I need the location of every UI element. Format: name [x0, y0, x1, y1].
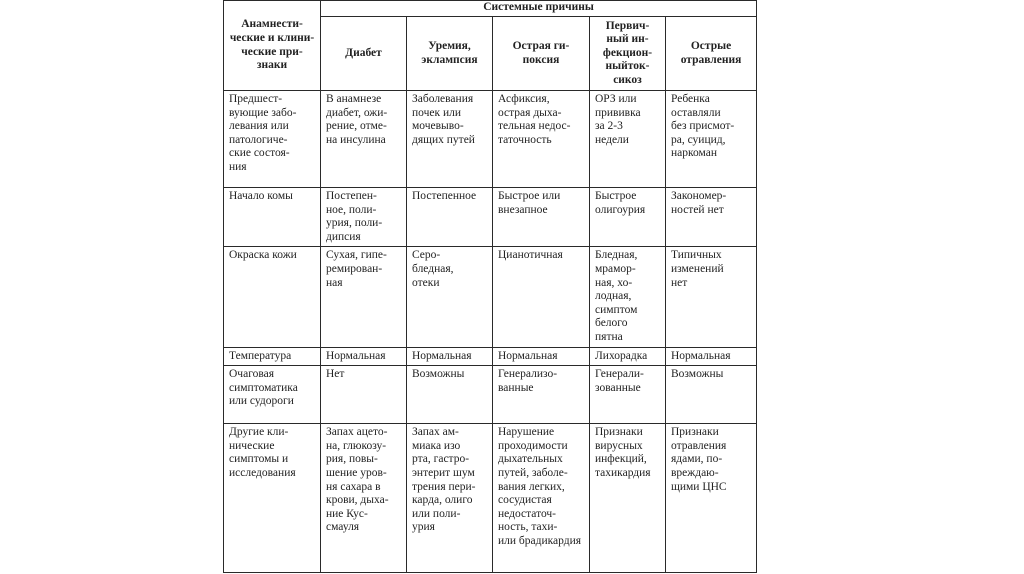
table-cell: ОРЗ или прививка за 2-3 недели	[590, 91, 666, 188]
table-cell: Типичных изменений нет	[666, 247, 757, 347]
table-cell: В анамнезе диабет, ожи- рение, отме- на инсулина	[321, 91, 407, 188]
table-cell: Нарушение проходимости дыхательных путей, заболе- вания легких, сосудистая недостаточ- ность, тахи- или брадикардия	[493, 424, 590, 573]
table-cell: Заболевания почек или мочевыво- дящих путей	[407, 91, 493, 188]
corner-header: Анамнести- ческие и клини- ческие при- знаки	[224, 1, 321, 91]
table-row	[224, 366, 757, 424]
table-cell: Нормальная	[407, 347, 493, 366]
column-header: Острая ги- поксия	[493, 17, 590, 91]
table-cell: Постепенное	[407, 188, 493, 247]
table-row	[224, 424, 757, 573]
table-cell: Закономер- ностей нет	[666, 188, 757, 247]
table-cell: Генерали- зованные	[590, 366, 666, 424]
column-header: Диабет	[321, 17, 407, 91]
header-row-group	[224, 1, 757, 17]
table-row	[224, 347, 757, 366]
table-cell: Возможны	[407, 366, 493, 424]
table-cell: Постепен- ное, поли- урия, поли- дипсия	[321, 188, 407, 247]
table-cell: Запах ацето- на, глюкозу- рия, повы- шение уров- ня сахара в крови, дыха- ние Кус- смауля	[321, 424, 407, 573]
table-row	[224, 247, 757, 347]
table-cell: Бледная, мрамор- ная, хо- лодная, симптом белого пятна	[590, 247, 666, 347]
row-label: Окраска кожи	[224, 247, 321, 347]
table-cell: Быстрое или внезапное	[493, 188, 590, 247]
coma-causes-table	[223, 0, 757, 573]
table-cell: Запах ам- миака изо рта, гастро- энтерит шум трения пери- карда, олиго или поли- урия	[407, 424, 493, 573]
table-cell: Нормальная	[321, 347, 407, 366]
table-cell: Нормальная	[493, 347, 590, 366]
table-cell: Нормальная	[666, 347, 757, 366]
row-label: Температура	[224, 347, 321, 366]
row-label: Начало комы	[224, 188, 321, 247]
table-cell: Возможны	[666, 366, 757, 424]
column-header: Острые отравления	[666, 17, 757, 91]
row-label: Другие кли- нические симптомы и исследования	[224, 424, 321, 573]
table-cell: Признаки отравления ядами, по- вреждаю- щими ЦНС	[666, 424, 757, 573]
table-cell: Цианотичная	[493, 247, 590, 347]
table-cell: Сухая, гипе- ремирован- ная	[321, 247, 407, 347]
column-header: Первич- ный ин- фекцион- ныйток- сикоз	[590, 17, 666, 91]
column-header: Уремия, эклампсия	[407, 17, 493, 91]
table-cell: Нет	[321, 366, 407, 424]
group-header: Системные причины	[321, 1, 757, 17]
table-cell: Серо- бледная, отеки	[407, 247, 493, 347]
table-cell: Лихорадка	[590, 347, 666, 366]
row-label: Очаговая симптоматика или судороги	[224, 366, 321, 424]
table-cell: Асфиксия, острая дыха- тельная недос- таточность	[493, 91, 590, 188]
table-row	[224, 91, 757, 188]
table-cell: Ребенка оставляли без присмот- ра, суицид, наркоман	[666, 91, 757, 188]
table-row	[224, 188, 757, 247]
table-cell: Быстрое олигоурия	[590, 188, 666, 247]
table-cell: Генерализо- ванные	[493, 366, 590, 424]
table-cell: Признаки вирусных инфекций, тахикардия	[590, 424, 666, 573]
row-label: Предшест- вующие забо- левания или патологиче- ские состоя- ния	[224, 91, 321, 188]
